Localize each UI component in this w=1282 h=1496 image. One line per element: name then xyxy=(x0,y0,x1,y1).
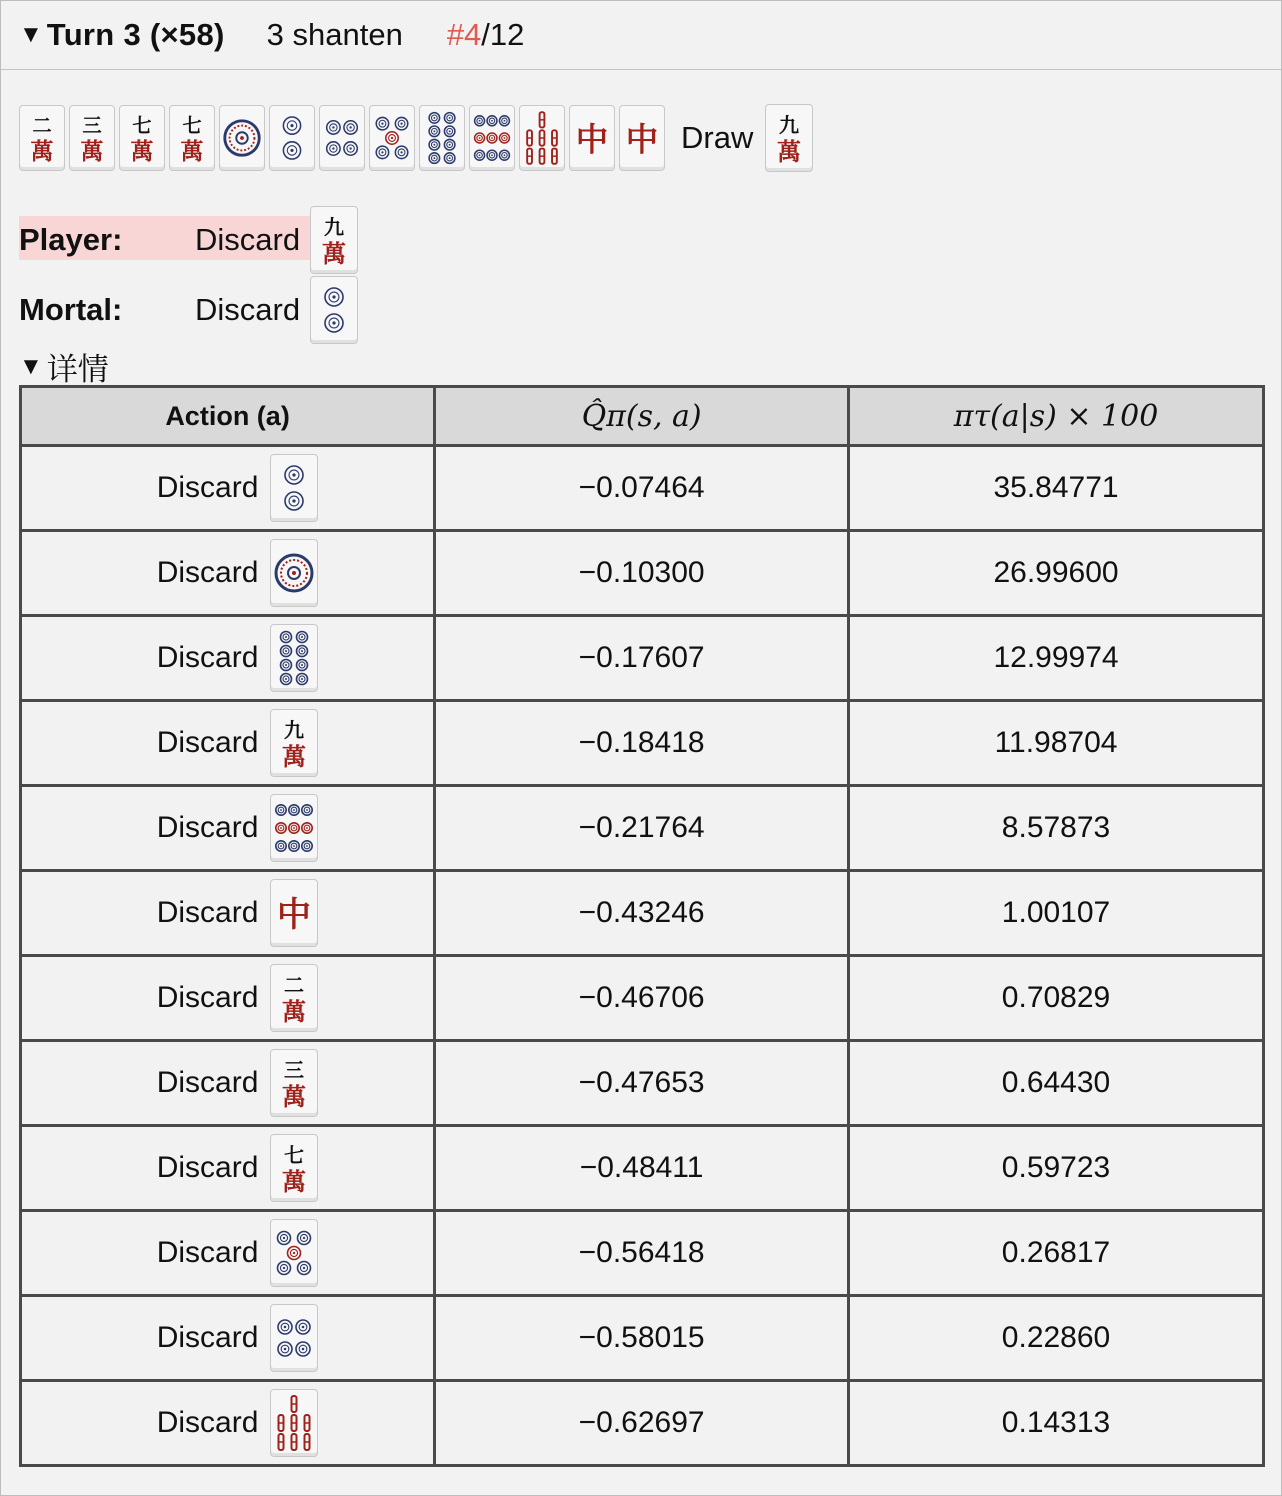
svg-text:萬: 萬 xyxy=(180,138,204,166)
tile-9p-icon xyxy=(469,105,515,171)
q-value-cell: −0.47653 xyxy=(435,1041,849,1126)
tile-9m-icon xyxy=(270,709,318,777)
tile-3m-icon xyxy=(270,1049,318,1117)
svg-text:萬: 萬 xyxy=(30,138,54,166)
policy-cell: 35.84771 xyxy=(849,446,1264,531)
rank-total: /12 xyxy=(481,17,525,52)
action-label: Discard xyxy=(156,1406,259,1439)
collapse-triangle-icon[interactable]: ▼ xyxy=(19,21,43,48)
action-label: Discard xyxy=(156,896,259,929)
tile-1p-icon xyxy=(270,539,318,607)
header-policy: πτ(a|s) × 100 xyxy=(849,387,1264,446)
tile-2m-icon xyxy=(270,964,318,1032)
q-value-cell: −0.56418 xyxy=(435,1211,849,1296)
svg-text:中: 中 xyxy=(277,895,312,935)
draw-tile xyxy=(765,104,813,172)
shanten-label: 3 shanten xyxy=(266,17,403,52)
rank-position: #4 xyxy=(446,17,482,52)
action-content xyxy=(23,624,432,692)
table-row xyxy=(21,531,1264,616)
policy-cell: 11.98704 xyxy=(849,701,1264,786)
policy-cell: 0.22860 xyxy=(849,1296,1264,1381)
action-content xyxy=(23,1049,432,1117)
tile-5p-icon xyxy=(270,1219,318,1287)
action-content xyxy=(23,454,432,522)
policy-cell: 0.59723 xyxy=(849,1126,1264,1211)
svg-text:七: 七 xyxy=(132,114,152,138)
player-discard-tile xyxy=(310,206,358,274)
action-content xyxy=(23,794,432,862)
svg-text:萬: 萬 xyxy=(322,239,347,268)
policy-cell: 1.00107 xyxy=(849,871,1264,956)
tile-4p-icon xyxy=(319,105,365,171)
details-toggle[interactable] xyxy=(19,344,109,389)
svg-text:七: 七 xyxy=(284,1143,305,1167)
action-content xyxy=(23,964,432,1032)
action-cell xyxy=(21,871,435,956)
tile-1p-icon xyxy=(219,105,265,171)
q-value-cell: −0.62697 xyxy=(435,1381,849,1466)
details-label: 详情 xyxy=(46,352,109,387)
svg-text:萬: 萬 xyxy=(282,1082,307,1111)
action-label: Discard xyxy=(156,556,259,589)
q-value-cell: −0.18418 xyxy=(435,701,849,786)
action-label: Discard xyxy=(156,471,259,504)
tile-4p-icon xyxy=(270,1304,318,1372)
policy-cell: 12.99974 xyxy=(849,616,1264,701)
svg-text:三: 三 xyxy=(82,114,102,138)
policy-cell: 0.26817 xyxy=(849,1211,1264,1296)
svg-text:萬: 萬 xyxy=(777,137,802,166)
action-label: Discard xyxy=(156,1066,259,1099)
svg-text:二: 二 xyxy=(32,114,52,138)
action-cell xyxy=(21,1381,435,1466)
action-label: Discard xyxy=(156,726,259,759)
svg-text:七: 七 xyxy=(182,114,202,138)
tile-5p-icon xyxy=(369,105,415,171)
mortal-label: Mortal: xyxy=(19,292,123,327)
table-row xyxy=(21,701,1264,786)
turn-label: Turn 3 (×58) xyxy=(46,17,225,52)
header-action: Action (a) xyxy=(21,387,435,446)
rank-indicator xyxy=(447,17,525,53)
tile-7s-icon xyxy=(270,1389,318,1457)
policy-cell: 26.99600 xyxy=(849,531,1264,616)
svg-text:九: 九 xyxy=(324,215,345,239)
tile-3m-icon xyxy=(69,105,115,171)
table-row xyxy=(21,1296,1264,1381)
tile-8p-icon xyxy=(270,624,318,692)
table-row xyxy=(21,786,1264,871)
tile-2p-icon xyxy=(269,105,315,171)
action-cell xyxy=(21,446,435,531)
tile-8p-icon xyxy=(419,105,465,171)
svg-text:萬: 萬 xyxy=(282,742,307,771)
svg-text:萬: 萬 xyxy=(282,1167,307,1196)
action-label: Discard xyxy=(156,811,259,844)
tile-9p-icon xyxy=(270,794,318,862)
svg-text:九: 九 xyxy=(779,113,800,137)
q-value-cell: −0.46706 xyxy=(435,956,849,1041)
action-cell xyxy=(21,531,435,616)
mortal-action: Discard xyxy=(195,292,301,327)
table-row xyxy=(21,956,1264,1041)
action-content xyxy=(23,879,432,947)
action-cell xyxy=(21,1041,435,1126)
header-q-value: Q̂π(s, a) xyxy=(435,387,849,446)
policy-cell: 0.64430 xyxy=(849,1041,1264,1126)
tile-chun-icon xyxy=(619,105,665,171)
hand-row xyxy=(19,104,813,172)
policy-cell: 0.14313 xyxy=(849,1381,1264,1466)
tile-7s-icon xyxy=(519,105,565,171)
action-cell xyxy=(21,1211,435,1296)
action-content xyxy=(23,1219,432,1287)
action-cell xyxy=(21,1126,435,1211)
tile-7m-icon xyxy=(169,105,215,171)
action-cell xyxy=(21,701,435,786)
action-label: Discard xyxy=(156,1151,259,1184)
table-row xyxy=(21,1211,1264,1296)
action-cell xyxy=(21,1296,435,1381)
svg-text:中: 中 xyxy=(625,119,659,159)
action-content xyxy=(23,539,432,607)
action-content xyxy=(23,1134,432,1202)
svg-text:萬: 萬 xyxy=(130,138,154,166)
tile-7m-icon xyxy=(270,1134,318,1202)
player-action: Discard xyxy=(195,222,301,257)
action-content xyxy=(23,709,432,777)
tile-chun-icon xyxy=(569,105,615,171)
table-header-row xyxy=(21,387,1264,446)
table-row xyxy=(21,871,1264,956)
svg-text:萬: 萬 xyxy=(80,138,104,166)
mortal-decision xyxy=(19,276,358,344)
tile-7m-icon xyxy=(119,105,165,171)
q-value-cell: −0.07464 xyxy=(435,446,849,531)
player-label: Player: xyxy=(19,222,123,257)
action-label: Discard xyxy=(156,1236,259,1269)
action-content xyxy=(23,1389,432,1457)
action-content xyxy=(23,1304,432,1372)
q-value-cell: −0.43246 xyxy=(435,871,849,956)
q-value-cell: −0.10300 xyxy=(435,531,849,616)
policy-cell: 0.70829 xyxy=(849,956,1264,1041)
table-row xyxy=(21,1381,1264,1466)
action-label: Discard xyxy=(156,641,259,674)
svg-text:萬: 萬 xyxy=(282,997,307,1026)
action-label: Discard xyxy=(156,1321,259,1354)
svg-text:中: 中 xyxy=(575,119,609,159)
action-cell xyxy=(21,956,435,1041)
draw-label: Draw xyxy=(681,120,754,155)
table-row xyxy=(21,616,1264,701)
policy-cell: 8.57873 xyxy=(849,786,1264,871)
table-row xyxy=(21,446,1264,531)
action-cell xyxy=(21,786,435,871)
action-table xyxy=(19,385,1265,1467)
q-value-cell: −0.48411 xyxy=(435,1126,849,1211)
q-value-cell: −0.58015 xyxy=(435,1296,849,1381)
svg-text:二: 二 xyxy=(284,973,305,997)
turn-header[interactable] xyxy=(1,1,1281,70)
q-value-cell: −0.17607 xyxy=(435,616,849,701)
svg-text:三: 三 xyxy=(284,1058,305,1082)
details-triangle-icon: ▼ xyxy=(19,352,43,380)
svg-text:九: 九 xyxy=(284,718,305,742)
hand-tiles xyxy=(19,105,669,171)
table-body xyxy=(21,446,1264,1466)
tile-2m-icon xyxy=(19,105,65,171)
player-decision xyxy=(19,206,358,274)
tile-2p-icon xyxy=(270,454,318,522)
action-cell xyxy=(21,616,435,701)
tile-chun-icon xyxy=(270,879,318,947)
q-value-cell: −0.21764 xyxy=(435,786,849,871)
table-row xyxy=(21,1126,1264,1211)
mortal-discard-tile xyxy=(310,276,358,344)
action-label: Discard xyxy=(156,981,259,1014)
table-row xyxy=(21,1041,1264,1126)
